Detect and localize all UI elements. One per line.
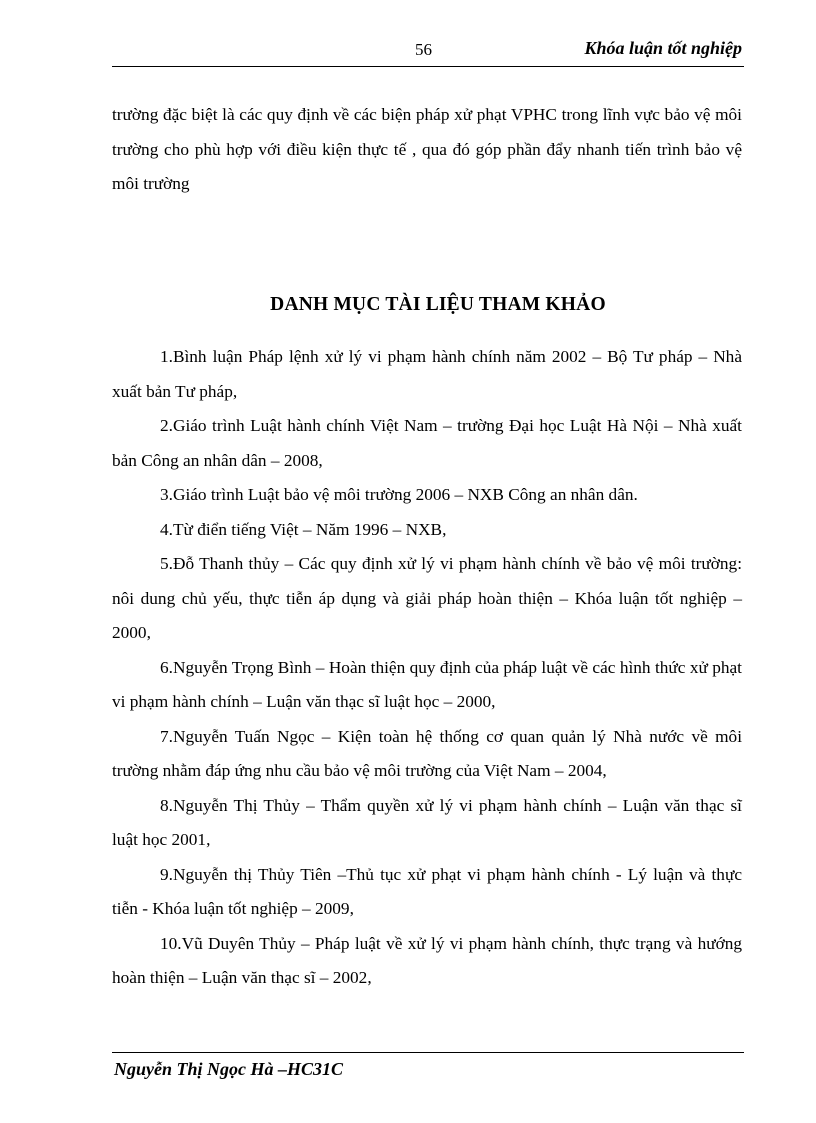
reference-item: [112, 927, 742, 996]
reference-number: 6.: [160, 657, 173, 677]
reference-number: 9.: [160, 864, 173, 884]
reference-number: 7.: [160, 726, 173, 746]
reference-item: [112, 789, 742, 858]
reference-number: 4.: [160, 519, 173, 539]
reference-item: [112, 858, 742, 927]
reference-item: [112, 651, 742, 720]
reference-list: [112, 340, 742, 996]
reference-text: Bình luận Pháp lệnh xử lý vi phạm hành chính năm 2002 – Bộ Tư pháp – Nhà xuất bản Tư pháp,: [112, 347, 742, 401]
page-header: [112, 36, 744, 67]
reference-text: Nguyễn Trọng Bình – Hoàn thiện quy định của pháp luật về các hình thức xử phạt vi phạm hành chính – Luận văn thạc sĩ luật học – 2000,: [112, 657, 742, 711]
section-title: DANH MỤC TÀI LIỆU THAM KHẢO: [270, 294, 606, 315]
reference-text: Nguyễn Tuấn Ngọc – Kiện toàn hệ thống cơ quan quản lý Nhà nước về môi trường nhằm đáp ứng nhu cầu bảo vệ môi trường của Việt Nam – 2004,: [112, 726, 742, 780]
reference-item: [112, 478, 742, 513]
reference-number: 2.: [160, 416, 173, 435]
intro-paragraph: trường đặc biệt là các quy định về các biện pháp xử phạt VPHC trong lĩnh vực bảo vệ môi trường cho phù hợp với điều kiện thực tế , qua đó góp phần đẩy nhanh tiến trình bảo vệ môi trường: [112, 105, 742, 193]
footer-divider: [112, 1052, 744, 1053]
reference-text: Từ điển tiếng Việt – Năm 1996 – NXB,: [172, 519, 447, 539]
reference-text: Giáo trình Luật bảo vệ môi trường 2006 – NXB Công an nhân dân.: [172, 485, 638, 504]
footer-author: Nguyễn Thị Ngọc Hà –HC31C: [114, 1059, 344, 1079]
reference-text: Nguyễn thị Thủy Tiên –Thủ tục xử phạt vi phạm hành chính - Lý luận và thực tiễn - Khóa luận tốt nghiệp – 2009,: [112, 864, 742, 918]
reference-number: 8.: [160, 795, 173, 815]
reference-item: [112, 720, 742, 789]
reference-text: Đỗ Thanh thủy – Các quy định xử lý vi phạm hành chính về bảo vệ môi trường: nôi dung chủ yếu, thực tiễn áp dụng và giải pháp hoàn thiện – Khóa luận tốt nghiệp – 2000,: [112, 554, 742, 642]
reference-item: [112, 340, 742, 409]
page-number: 56: [415, 40, 432, 59]
reference-item: [112, 547, 742, 651]
reference-text: Giáo trình Luật hành chính Việt Nam – trường Đại học Luật Hà Nội – Nhà xuất bản Công an nhân dân – 2008,: [112, 416, 742, 470]
header-title: Khóa luận tốt nghiệp: [584, 38, 742, 58]
reference-text: Nguyễn Thị Thủy – Thẩm quyền xử lý vi phạm hành chính – Luận văn thạc sĩ luật học 2001,: [112, 795, 742, 849]
reference-item: [112, 513, 742, 548]
reference-number: 1.: [160, 347, 173, 366]
reference-number: 5.: [160, 554, 173, 573]
reference-text: Vũ Duyên Thủy – Pháp luật về xử lý vi phạm hành chính, thực trạng và hướng hoàn thiện – Luận văn thạc sĩ – 2002,: [112, 933, 742, 987]
reference-item: [112, 409, 742, 478]
reference-number: 3.: [160, 485, 173, 504]
reference-number: 10.: [160, 933, 182, 953]
